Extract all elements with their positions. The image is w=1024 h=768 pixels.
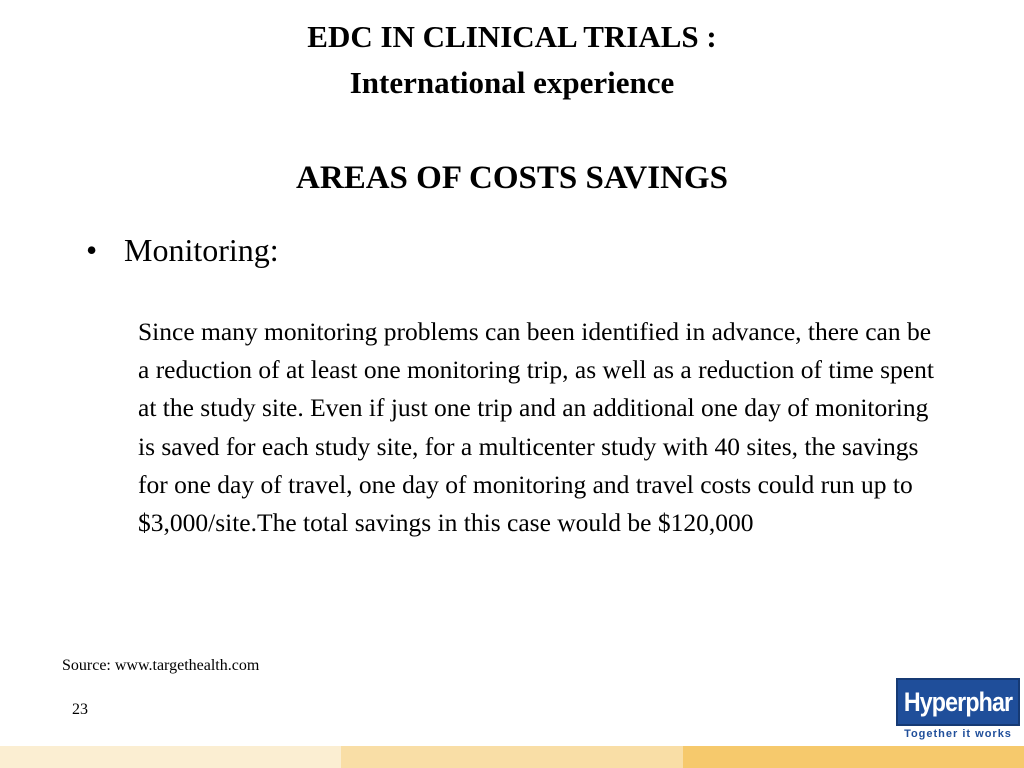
slide-title-line1: EDC IN CLINICAL TRIALS : xyxy=(307,19,717,54)
logo-tagline: Together it works xyxy=(904,728,1012,740)
footer-band-segment xyxy=(341,746,682,768)
bullet-icon: • xyxy=(86,232,98,268)
slide-title-line2: International experience xyxy=(349,65,675,100)
source-citation: Source: www.targethealth.com xyxy=(62,657,260,674)
footer-band-segment xyxy=(683,746,1024,768)
footer-band xyxy=(0,746,1024,768)
footer-band-segment xyxy=(0,746,341,768)
page-number: 23 xyxy=(72,701,88,718)
bullet-label: Monitoring: xyxy=(124,232,279,268)
logo-name: Hyperphar xyxy=(903,686,1013,717)
bullet-item-monitoring xyxy=(86,230,279,270)
section-heading: AREAS OF COSTS SAVINGS xyxy=(296,160,728,196)
body-paragraph: Since many monitoring problems can been identified in advance, there can be a reduction of at least one monitoring trip, as well as a reduction of time spent at the study site. Even if just one trip and an additional one day of monitoring is saved for each study site, for a multicenter study with 40 sites, the savings for one day of travel, one day of monitoring and travel costs could run up to $3,000/site.The total savings in this case would be $120,000 xyxy=(138,317,934,538)
hyperphar-logo xyxy=(896,678,1020,744)
logo-box xyxy=(896,678,1020,726)
